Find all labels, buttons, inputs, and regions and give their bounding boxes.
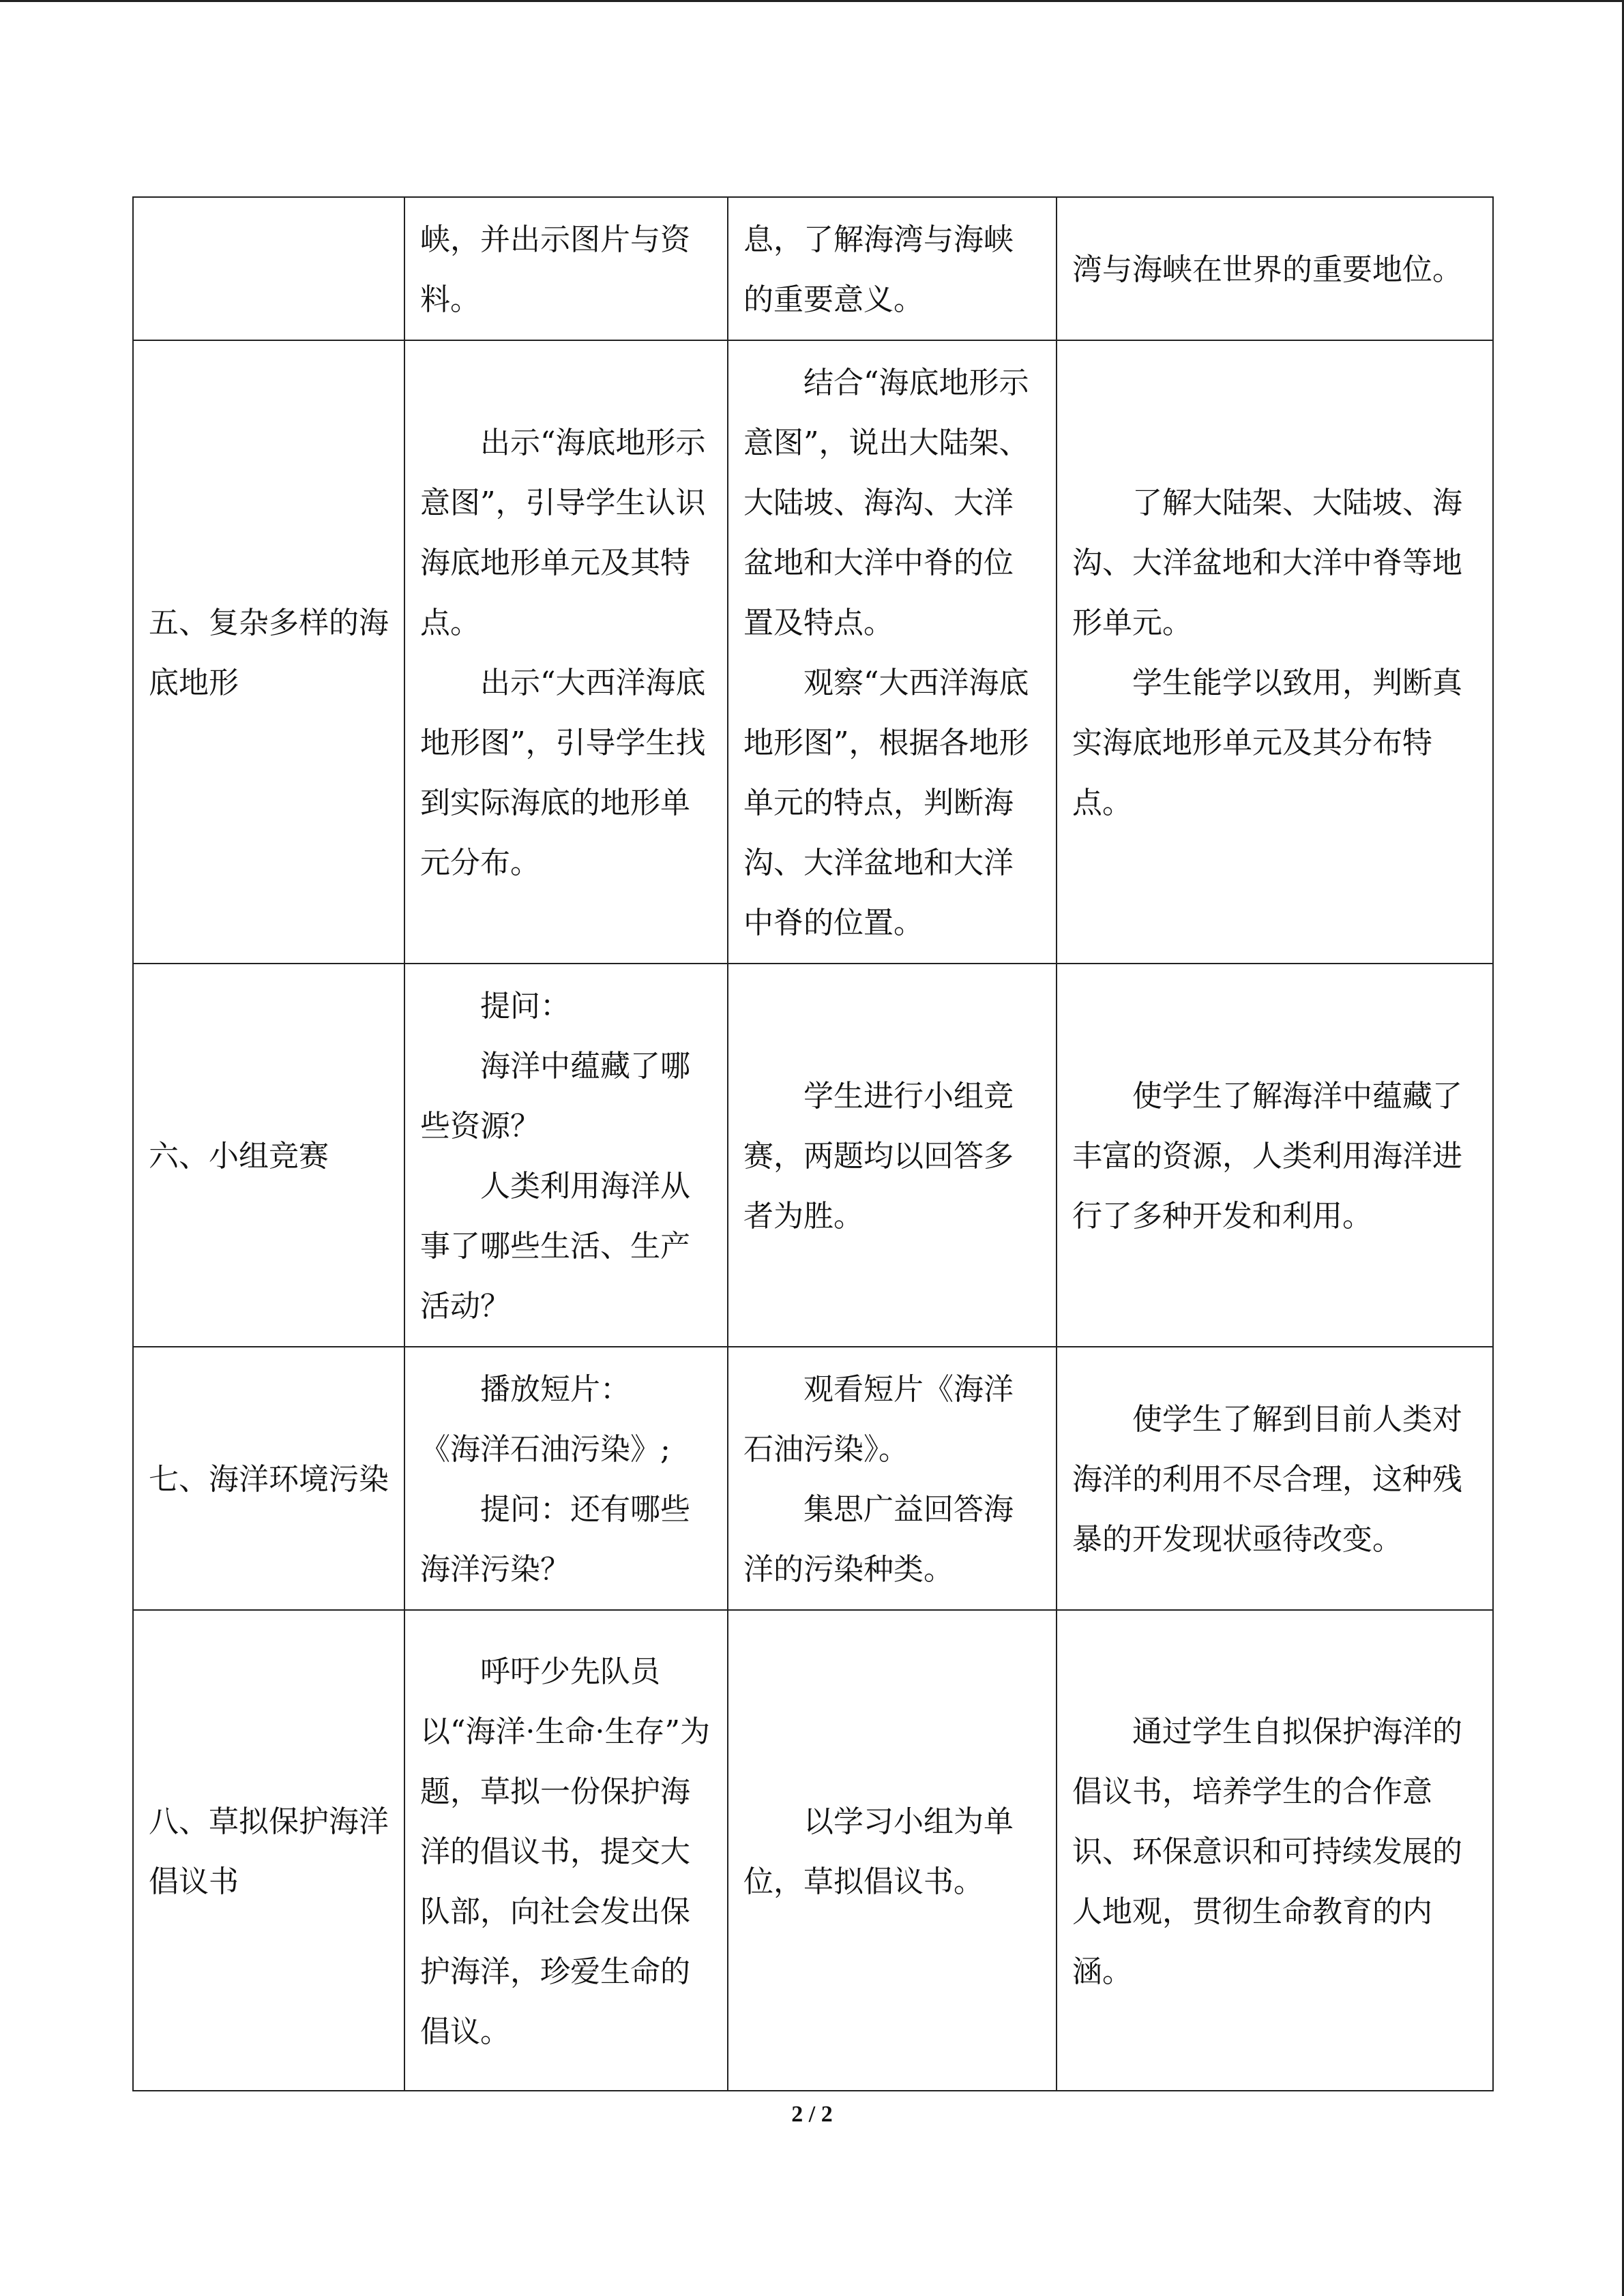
teacher-activity-cell: [404, 340, 728, 964]
student-text: 结合“海底地形示意图”，说出大陆架、大陆坡、海沟、大洋盆地和大洋中脊的位置及特点。: [743, 366, 1029, 640]
student-text: 集思广益回答海洋的污染种类。: [743, 1492, 1014, 1587]
student-activity-cell: [728, 197, 1057, 340]
table-row: [133, 964, 1493, 1347]
stage-label: 七、海洋环境污染: [149, 1462, 389, 1497]
teacher-activity-cell: [404, 1347, 728, 1610]
student-text: 息，了解海湾与海峡的重要意义。: [743, 222, 1014, 317]
intent-text: 使学生了解到目前人类对海洋的利用不尽合理，这种残暴的开发现状亟待改变。: [1072, 1402, 1462, 1557]
stage-cell: [133, 964, 404, 1347]
teacher-text: 呼吁少先队员以“海洋·生命·生存”为题，草拟一份保护海洋的倡议书，提交大队部，向社会发出保护海洋，珍爱生命的倡议。: [420, 1654, 710, 2049]
page-number: 2 / 2: [791, 2102, 833, 2127]
teacher-text: 出示“海底地形示意图”，引导学生认识海底地形单元及其特点。: [420, 426, 706, 640]
teacher-text: 播放短片：: [480, 1372, 630, 1407]
table-row: [133, 340, 1493, 964]
table-row: [133, 197, 1493, 340]
design-intent-cell: [1057, 1347, 1493, 1610]
intent-text: 通过学生自拟保护海洋的倡议书，培养学生的合作意识、环保意识和可持续发展的人地观，贯彻生命教育的内涵。: [1072, 1714, 1462, 1989]
design-intent-cell: [1057, 197, 1493, 340]
teacher-text: 《海洋石油污染》;: [420, 1432, 670, 1467]
teacher-text: 海洋中蕴藏了哪些资源？: [420, 1049, 690, 1144]
stage-cell: [133, 1347, 404, 1610]
intent-text: 使学生了解海洋中蕴藏了丰富的资源，人类利用海洋进行了多种开发和利用。: [1072, 1079, 1462, 1234]
stage-label: 八、草拟保护海洋倡议书: [149, 1804, 389, 1899]
intent-text: 了解大陆架、大陆坡、海沟、大洋盆地和大洋中脊等地形单元。: [1072, 486, 1462, 640]
stage-cell: [133, 1610, 404, 2091]
student-text: 观看短片《海洋石油污染》。: [743, 1372, 1014, 1467]
student-text: 学生进行小组竞赛，两题均以回答多者为胜。: [743, 1079, 1014, 1234]
page-top-edge: [0, 0, 1624, 2]
teacher-activity-cell: [404, 964, 728, 1347]
student-activity-cell: [728, 1347, 1057, 1610]
intent-text: 学生能学以致用，判断真实海底地形单元及其分布特点。: [1072, 666, 1462, 820]
student-activity-cell: [728, 964, 1057, 1347]
design-intent-cell: [1057, 1610, 1493, 2091]
teacher-activity-cell: [404, 197, 728, 340]
stage-label: 六、小组竞赛: [149, 1139, 329, 1174]
lesson-plan-table: [132, 196, 1494, 2091]
student-activity-cell: [728, 1610, 1057, 2091]
stage-cell: [133, 340, 404, 964]
teacher-text: 提问：还有哪些海洋污染？: [420, 1492, 690, 1587]
student-activity-cell: [728, 340, 1057, 964]
teacher-text: 人类利用海洋从事了哪些生活、生产活动？: [420, 1169, 690, 1324]
stage-label: 五、复杂多样的海底地形: [149, 606, 389, 700]
student-text: 以学习小组为单位，草拟倡议书。: [743, 1804, 1014, 1899]
table-row: [133, 1347, 1493, 1610]
teacher-activity-cell: [404, 1610, 728, 2091]
design-intent-cell: [1057, 964, 1493, 1347]
table-row: [133, 1610, 1493, 2091]
design-intent-cell: [1057, 340, 1493, 964]
teacher-text: 出示“大西洋海底地形图”，引导学生找到实际海底的地形单元分布。: [420, 666, 706, 880]
stage-cell: [133, 197, 404, 340]
student-text: 观察“大西洋海底地形图”，根据各地形单元的特点，判断海沟、大洋盆地和大洋中脊的位置。: [743, 666, 1029, 940]
teacher-text: 提问：: [480, 989, 570, 1024]
intent-text: 湾与海峡在世界的重要地位。: [1072, 252, 1462, 287]
teacher-text: 峡，并出示图片与资料。: [420, 222, 690, 317]
